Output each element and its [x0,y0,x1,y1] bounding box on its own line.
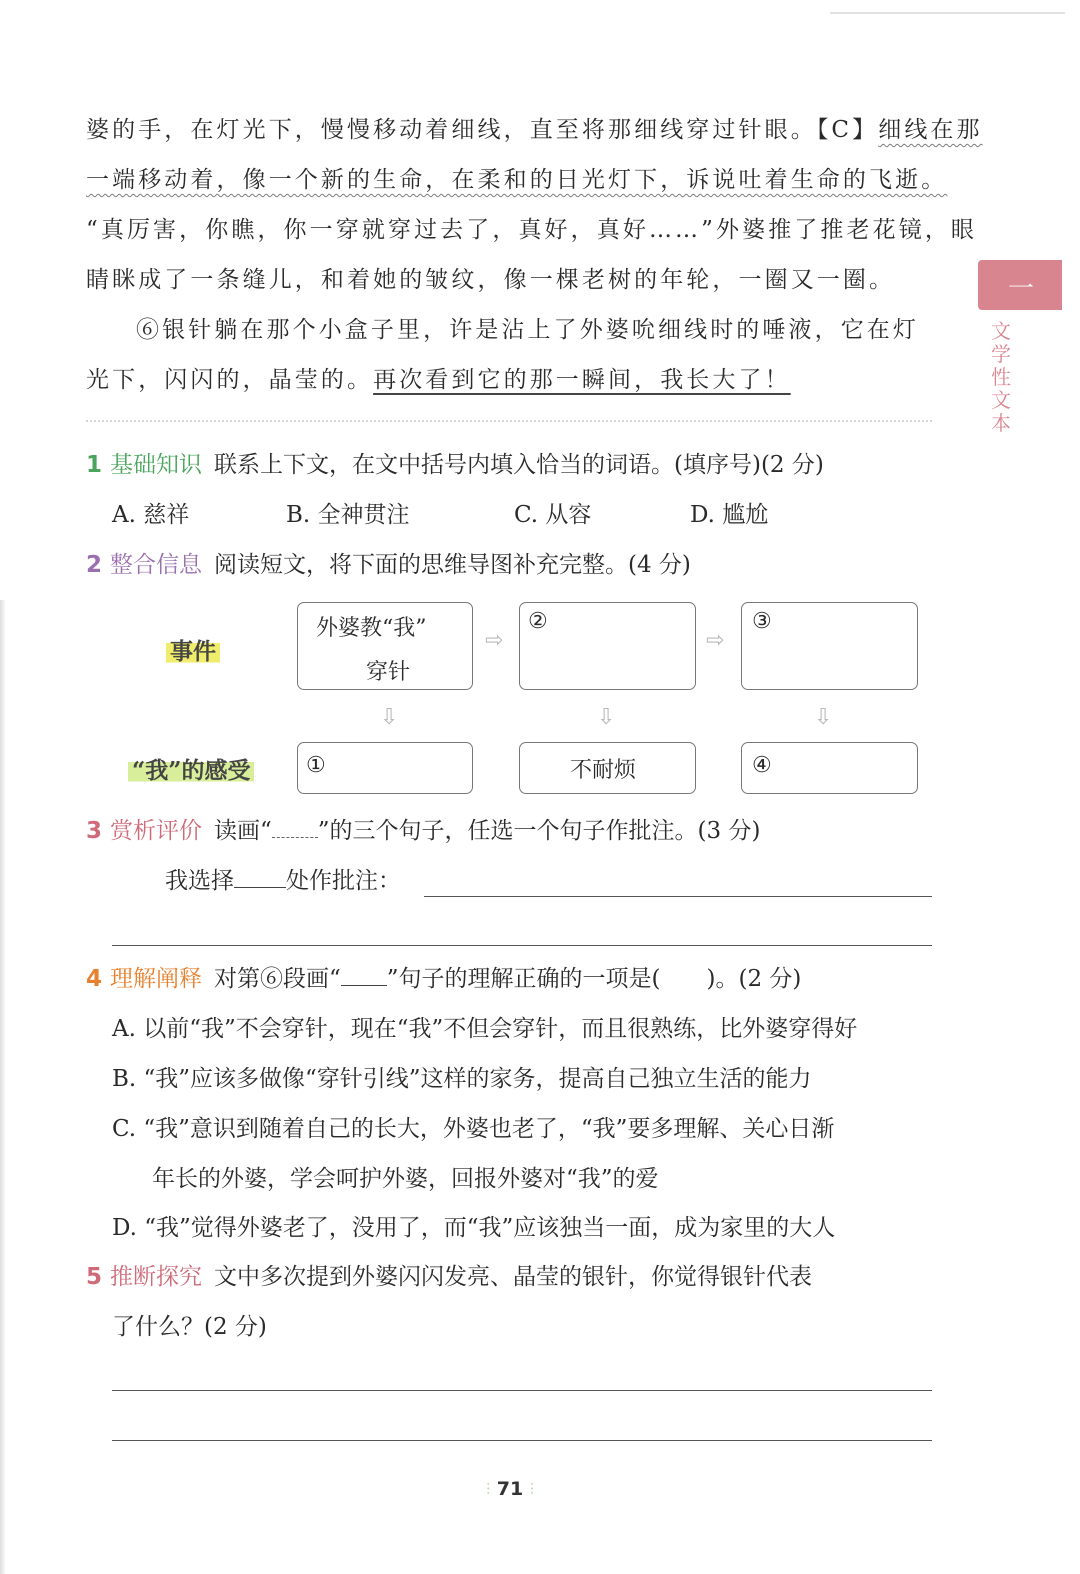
mindmap-box-event-2[interactable]: ② [519,602,696,690]
passage-line-3: “真厉害，你瞧，你一穿就穿过去了，真好，真好……”外婆推了推老花镜，眼 [86,217,978,243]
q4-option-c-cont: 年长的外婆，学会呵护外婆，回报外婆对“我”的爱 [152,1166,659,1192]
question-4: 4 理解阐释 对第⑥段画“ ”句子的理解正确的一项是( )。(2 分) [86,966,802,992]
q1-option-a: A. 慈祥 [112,502,190,528]
q1-option-c: C. 从容 [514,502,592,528]
arrow-right-icon: ⇨ [485,628,504,653]
page-number: ⫶ 71 ⫶ [486,1478,534,1500]
mindmap-box-feeling-3[interactable]: ④ [741,742,918,794]
passage-line-4: 睛眯成了一条缝儿，和着她的皱纹，像一棵老树的年轮，一圈又一圈。 [86,267,896,293]
page-deco-right-icon: ⫶ [529,1480,534,1499]
passage-line-1: 婆的手，在灯光下，慢慢移动着细线，直至将那细线穿过针眼。【C】细线在那 [86,117,983,143]
passage-line-2: 一端移动着，像一个新的生命，在柔和的日光灯下，诉说吐着生命的飞逝。 [86,167,948,193]
top-edge-line [830,12,1065,14]
page-edge-shadow [0,600,6,1574]
q3-answer-line-2[interactable] [112,945,932,946]
question-2: 2 整合信息 阅读短文，将下面的思维导图补充完整。(4 分) [86,552,691,578]
arrow-down-icon: ⇩ [597,705,616,730]
mindmap-box-event-3[interactable]: ③ [741,602,918,690]
arrow-right-icon: ⇨ [706,628,725,653]
chapter-label: 文学性文本 [991,319,1011,435]
mindmap-box-feeling-2: 不耐烦 [519,742,696,794]
q4-option-a: A. 以前“我”不会穿针，现在“我”不但会穿针，而且很熟练，比外婆穿得好 [112,1016,858,1042]
q3-line-2: 我选择 处作批注： [165,868,401,894]
q5-answer-line-1[interactable] [112,1390,932,1391]
arrow-down-icon: ⇩ [380,705,399,730]
passage-line-6: 光下，闪闪的，晶莹的。再次看到它的那一瞬间，我长大了！ [86,367,791,393]
arrow-down-icon: ⇩ [814,705,833,730]
page-deco-left-icon: ⫶ [486,1480,491,1499]
q5-answer-line-2[interactable] [112,1440,932,1441]
q3-choice-blank[interactable] [234,869,286,888]
question-1: 1 基础知识 联系上下文，在文中括号内填入恰当的词语。(填序号)(2 分) [86,452,824,478]
blank-mark-c: 【C】 [816,117,879,143]
q4-option-c: C. “我”意识到随着自己的长大，外婆也老了，“我”要多理解、关心日渐 [112,1116,835,1142]
mindmap-box-event-1: 外婆教“我” 穿针 [297,602,473,690]
wavy-underline-sample [272,819,318,838]
question-5: 5 推断探究 文中多次提到外婆闪闪发亮、晶莹的银针，你觉得银针代表 [86,1264,813,1290]
q4-option-b: B. “我”应该多做像“穿针引线”这样的家务，提高自己独立生活的能力 [112,1066,812,1092]
chapter-tab [978,260,1062,310]
question-5-cont: 了什么？(2 分) [112,1314,267,1340]
q1-option-b: B. 全神贯注 [286,502,410,528]
chapter-tab-symbol: 一 [1008,274,1035,304]
mindmap-label-event: 事件 [166,633,220,666]
mindmap-label-feeling: “我”的感受 [128,752,254,785]
question-3: 3 赏析评价 读画“ ”的三个句子，任选一个句子作批注。(3 分) [86,818,761,844]
mindmap-box-feeling-1[interactable]: ① [297,742,473,794]
straight-underline-sample [341,967,387,986]
section-divider [86,420,932,422]
q4-option-d: D. “我”觉得外婆老了，没用了，而“我”应该独当一面，成为家里的大人 [112,1215,836,1241]
q1-option-d: D. 尴尬 [690,502,769,528]
q3-answer-line-1[interactable] [424,896,932,897]
passage-line-5: ⑥银针躺在那个小盒子里，许是沾上了外婆吮细线时的唾液，它在灯 [136,317,919,343]
